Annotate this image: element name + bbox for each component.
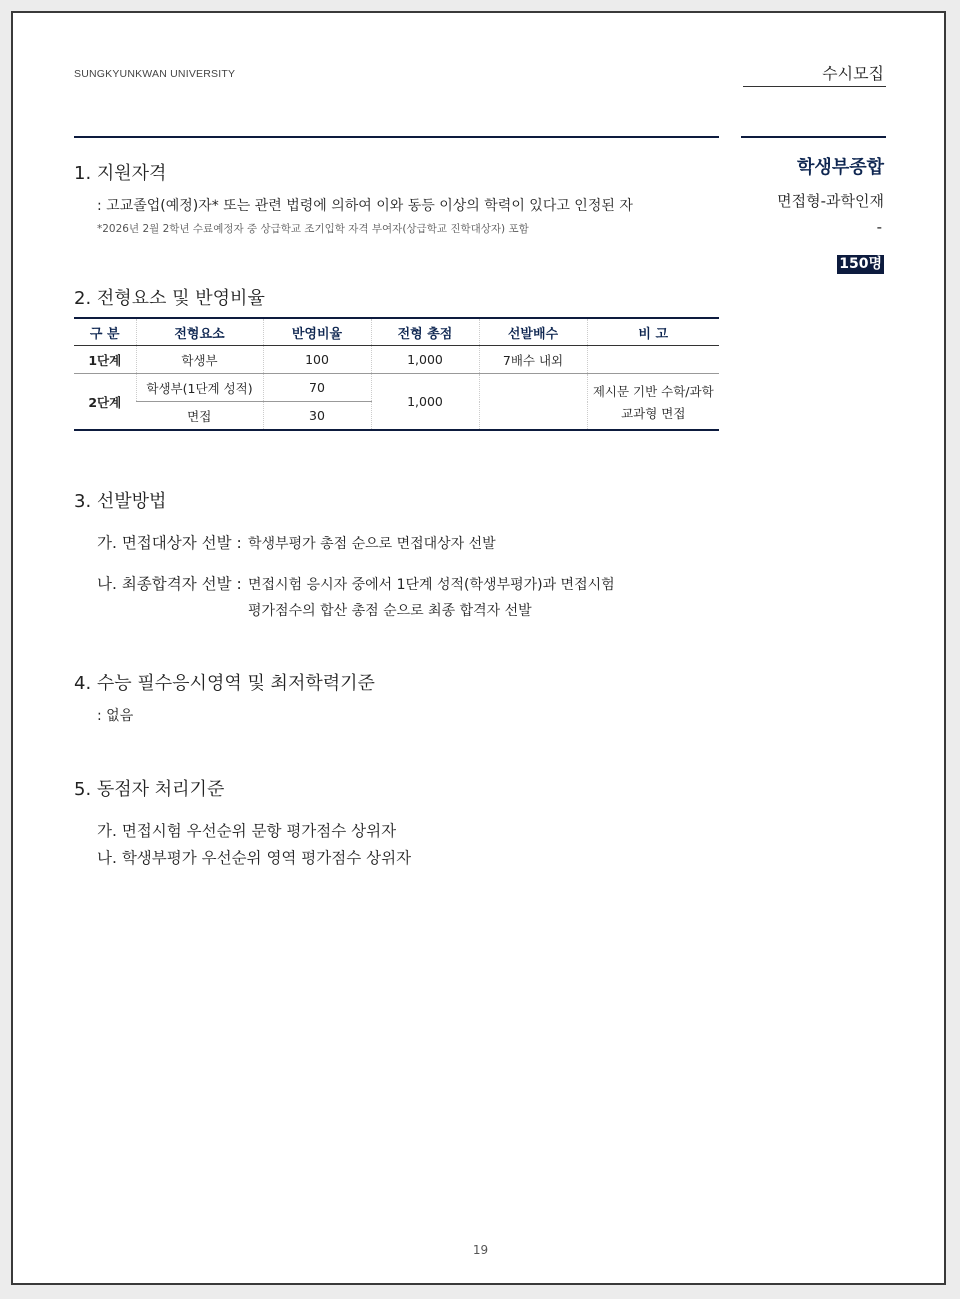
table-row	[74, 346, 719, 374]
tiebreak-a: 가. 면접시험 우선순위 문항 평가점수 상위자	[97, 822, 397, 840]
page-number: 19	[472, 1243, 489, 1257]
stage-cell: 2단계	[88, 394, 122, 410]
col-header-element: 전형요소	[136, 318, 263, 346]
method-a-text: 학생부평가 총점 순으로 면접대상자 선발	[248, 536, 496, 552]
side-dash: -	[876, 218, 882, 236]
document-page	[11, 11, 946, 1285]
stage-cell: 1단계	[74, 346, 136, 374]
section-1-title: 1. 지원자격	[74, 163, 167, 184]
element-cell: 면접	[187, 408, 212, 424]
col-header-category: 구 분	[74, 318, 136, 346]
table-header-row	[74, 318, 719, 346]
side-header-rule	[741, 136, 886, 138]
method-b-text: 면접시험 응시자 중에서 1단계 성적(학생부평가)과 면접시험	[248, 577, 615, 593]
section-2-title: 2. 전형요소 및 반영비율	[74, 288, 265, 309]
multiple-cell: 7배수 내외	[479, 346, 587, 374]
element-cell: 학생부	[136, 346, 263, 374]
total-cell: 1,000	[371, 374, 479, 431]
section-5-title: 5. 동점자 처리기준	[74, 779, 225, 800]
multiple-cell	[479, 374, 587, 431]
section-1-text: : 고교졸업(예정)자* 또는 관련 법령에 의하여 이와 동등 이상의 학력이 있다고 인정된 자	[97, 198, 633, 214]
method-a-label: 가. 면접대상자 선발 :	[97, 534, 242, 552]
category-underline	[743, 86, 886, 87]
main-header-rule	[74, 136, 719, 138]
total-cell: 1,000	[371, 346, 479, 374]
section-4-title: 4. 수능 필수응시영역 및 최저학력기준	[74, 673, 375, 694]
note-line: 제시문 기반 수학/과학	[592, 383, 714, 399]
tiebreak-b: 나. 학생부평가 우선순위 영역 평가점수 상위자	[97, 849, 412, 867]
side-track-subtitle: 면접형-과학인재	[777, 192, 884, 210]
ratio-cell: 70	[263, 374, 371, 402]
method-b-label: 나. 최종합격자 선발 :	[97, 575, 242, 593]
section-3-title: 3. 선발방법	[74, 491, 167, 512]
university-name: SUNGKYUNKWAN UNIVERSITY	[74, 68, 236, 80]
side-track-title: 학생부종합	[797, 157, 884, 178]
col-header-multiple: 선발배수	[479, 318, 587, 346]
quota-badge: 150명	[839, 256, 882, 272]
note-cell	[587, 346, 719, 374]
col-header-total: 전형 총점	[371, 318, 479, 346]
admission-category: 수시모집	[822, 64, 884, 83]
element-cell: 학생부(1단계 성적)	[136, 374, 263, 402]
col-header-note: 비 고	[587, 318, 719, 346]
section-4-text: : 없음	[97, 708, 134, 724]
note-line: 교과형 면접	[621, 405, 686, 421]
method-b-text-cont: 평가점수의 합산 총점 순으로 최종 합격자 선발	[248, 603, 532, 619]
note-cell	[587, 374, 719, 431]
ratio-cell: 30	[263, 402, 371, 431]
section-1-footnote: *2026년 2월 2학년 수료예정자 중 상급학교 조기입학 자격 부여자(상급학교 진학대상자) 포함	[97, 223, 529, 235]
ratio-cell: 100	[263, 346, 371, 374]
selection-ratio-table	[74, 317, 719, 431]
table-row	[74, 374, 719, 402]
col-header-ratio: 반영비율	[263, 318, 371, 346]
